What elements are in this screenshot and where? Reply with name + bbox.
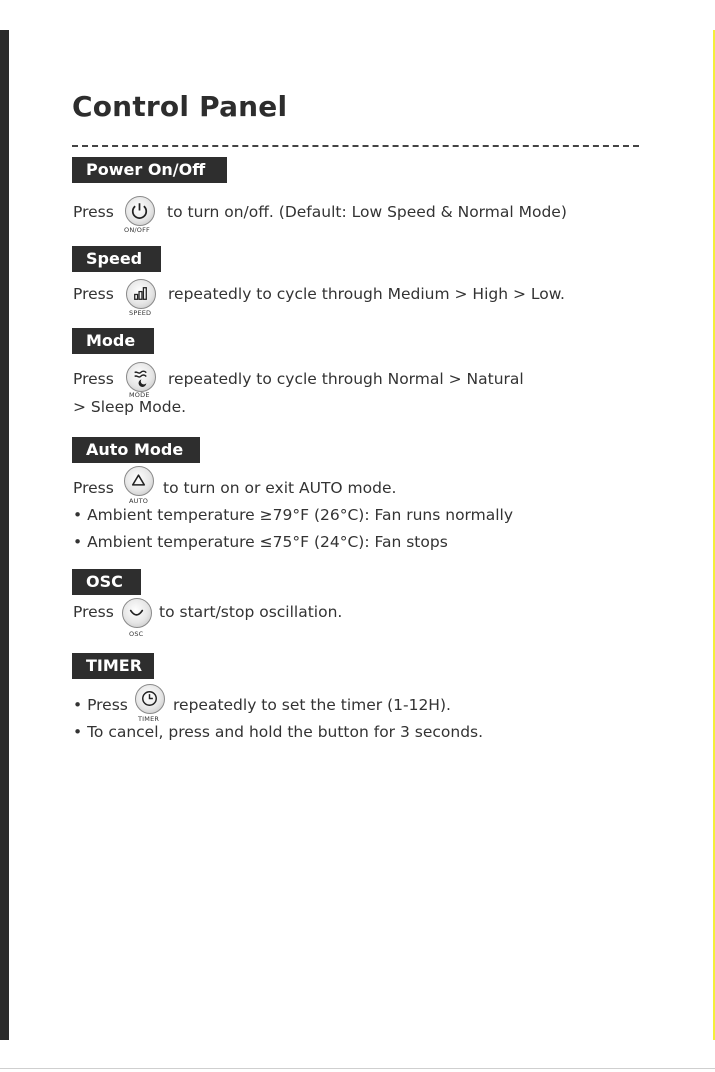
press-label: Press — [73, 370, 114, 388]
timer-clock-icon — [135, 684, 165, 714]
auto-bullet-2-text: • Ambient temperature ≤75°F (24°C): Fan stops — [73, 533, 448, 551]
power-caption: ON/OFF — [124, 226, 150, 234]
section-header-timer: TIMER — [72, 653, 154, 679]
power-icon — [125, 196, 155, 226]
section-header-osc: OSC — [72, 569, 141, 595]
timer-text: repeatedly to set the timer (1-12H). — [173, 696, 451, 714]
mode-icon — [126, 362, 156, 392]
section-header-mode: Mode — [72, 328, 154, 354]
auto-text: to turn on or exit AUTO mode. — [163, 479, 397, 497]
speed-caption: SPEED — [129, 309, 152, 317]
dashed-divider — [72, 145, 639, 147]
press-label: Press — [73, 479, 114, 497]
section-header-power: Power On/Off — [72, 157, 227, 183]
timer-caption: TIMER — [138, 715, 160, 723]
osc-caption: OSC — [129, 630, 144, 638]
auto-triangle-icon — [124, 466, 154, 496]
section-header-auto: Auto Mode — [72, 437, 200, 463]
speed-bars-icon — [126, 279, 156, 309]
section-header-speed: Speed — [72, 246, 161, 272]
auto-caption: AUTO — [129, 497, 149, 505]
press-label: Press — [73, 603, 114, 621]
mode-text-cont: > Sleep Mode. — [73, 398, 187, 416]
power-text: to turn on/off. (Default: Low Speed & Normal Mode) — [167, 203, 567, 221]
press-label: Press — [73, 285, 114, 303]
mode-text: repeatedly to cycle through Normal > Natural — [168, 370, 524, 388]
auto-bullet-1-text: • Ambient temperature ≥79°F (26°C): Fan runs normally — [73, 506, 514, 524]
press-label: Press — [73, 203, 114, 221]
oscillation-icon — [122, 598, 152, 628]
page-edge-left — [0, 30, 9, 1040]
timer-bullet-2-text: • To cancel, press and hold the button for 3 seconds. — [73, 723, 484, 741]
page-title: Control Panel — [72, 90, 288, 123]
mode-caption: MODE — [129, 391, 150, 399]
page-bottom-line — [0, 1068, 715, 1069]
speed-text: repeatedly to cycle through Medium > High > Low. — [168, 285, 565, 303]
press-label: • Press — [73, 696, 128, 714]
osc-text: to start/stop oscillation. — [159, 603, 343, 621]
